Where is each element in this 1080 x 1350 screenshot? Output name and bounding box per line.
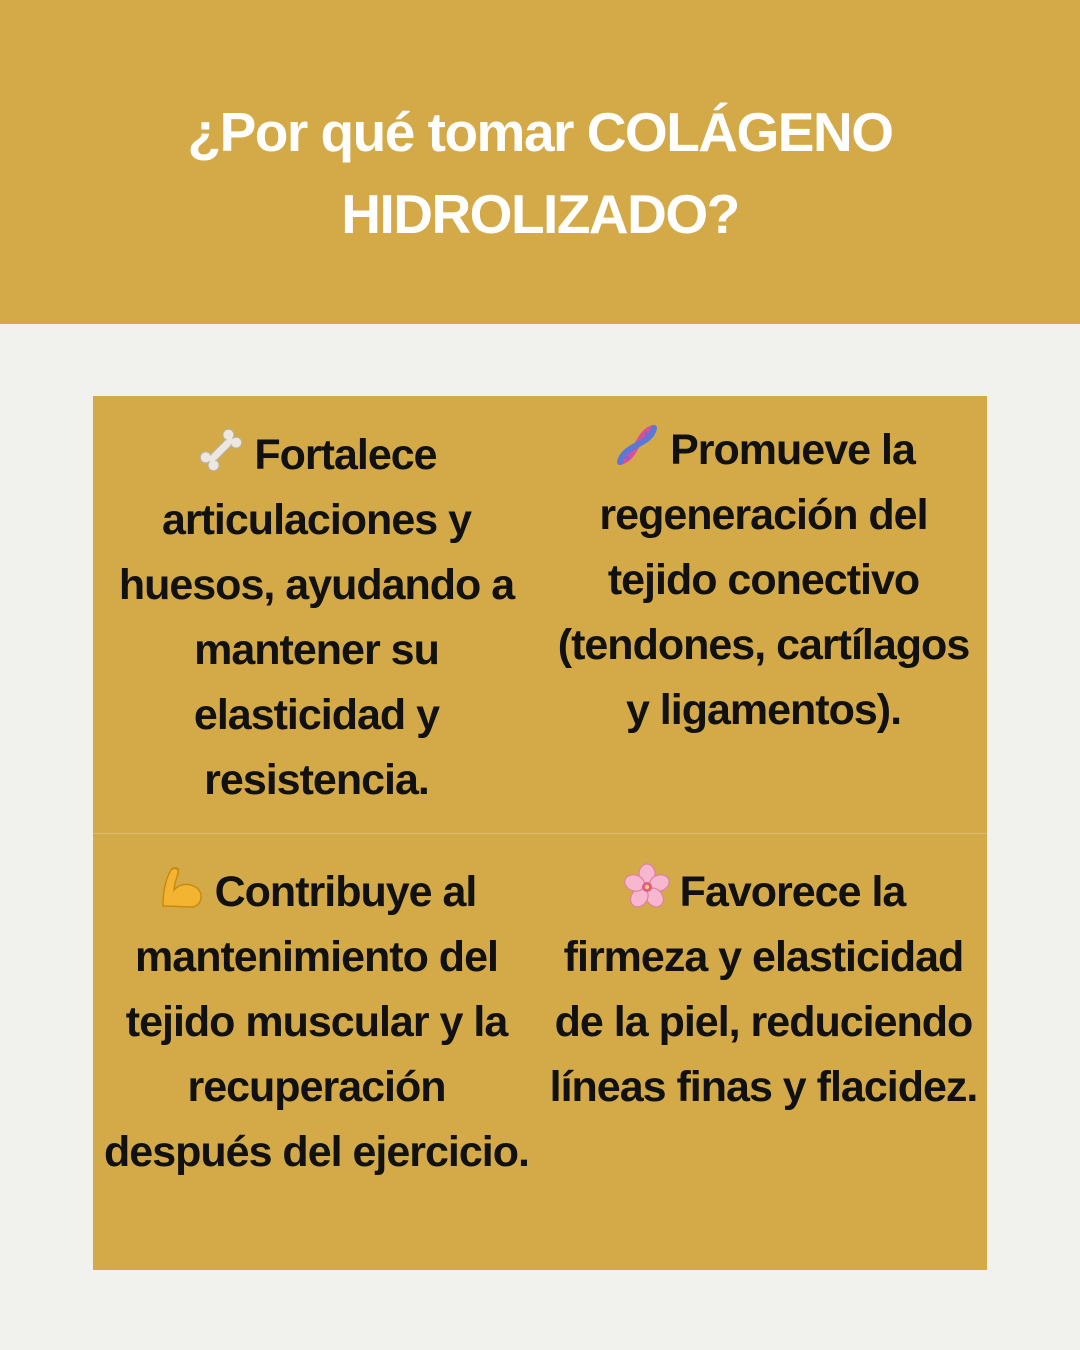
dna-icon xyxy=(612,420,662,470)
bone-icon xyxy=(196,425,246,475)
page-title: ¿Por qué tomar COLÁGENO HIDROLIZADO? xyxy=(187,101,893,245)
header-banner xyxy=(0,0,1080,324)
benefit-card-skin xyxy=(540,833,987,1270)
cherry-blossom-icon xyxy=(622,862,672,912)
benefit-card-muscle xyxy=(93,833,540,1270)
benefit-text: Promueve la regeneración del tejido conectivo (tendones, cartílagos y ligamentos). xyxy=(557,426,970,734)
benefit-text: Favorece la firmeza y elasticidad de la piel, reduciendo líneas finas y flacidez. xyxy=(549,868,978,1111)
benefit-card-joints xyxy=(93,396,540,833)
flexed-biceps-icon xyxy=(157,862,207,912)
benefit-text: Fortalece articulaciones y huesos, ayudando a mantener su elasticidad y resistencia. xyxy=(118,431,515,804)
benefit-card-connective-tissue xyxy=(540,396,987,833)
benefit-text: Contribuye al mantenimiento del tejido muscular y la recuperación después del ejercicio. xyxy=(104,868,529,1176)
benefits-grid xyxy=(93,396,987,1270)
